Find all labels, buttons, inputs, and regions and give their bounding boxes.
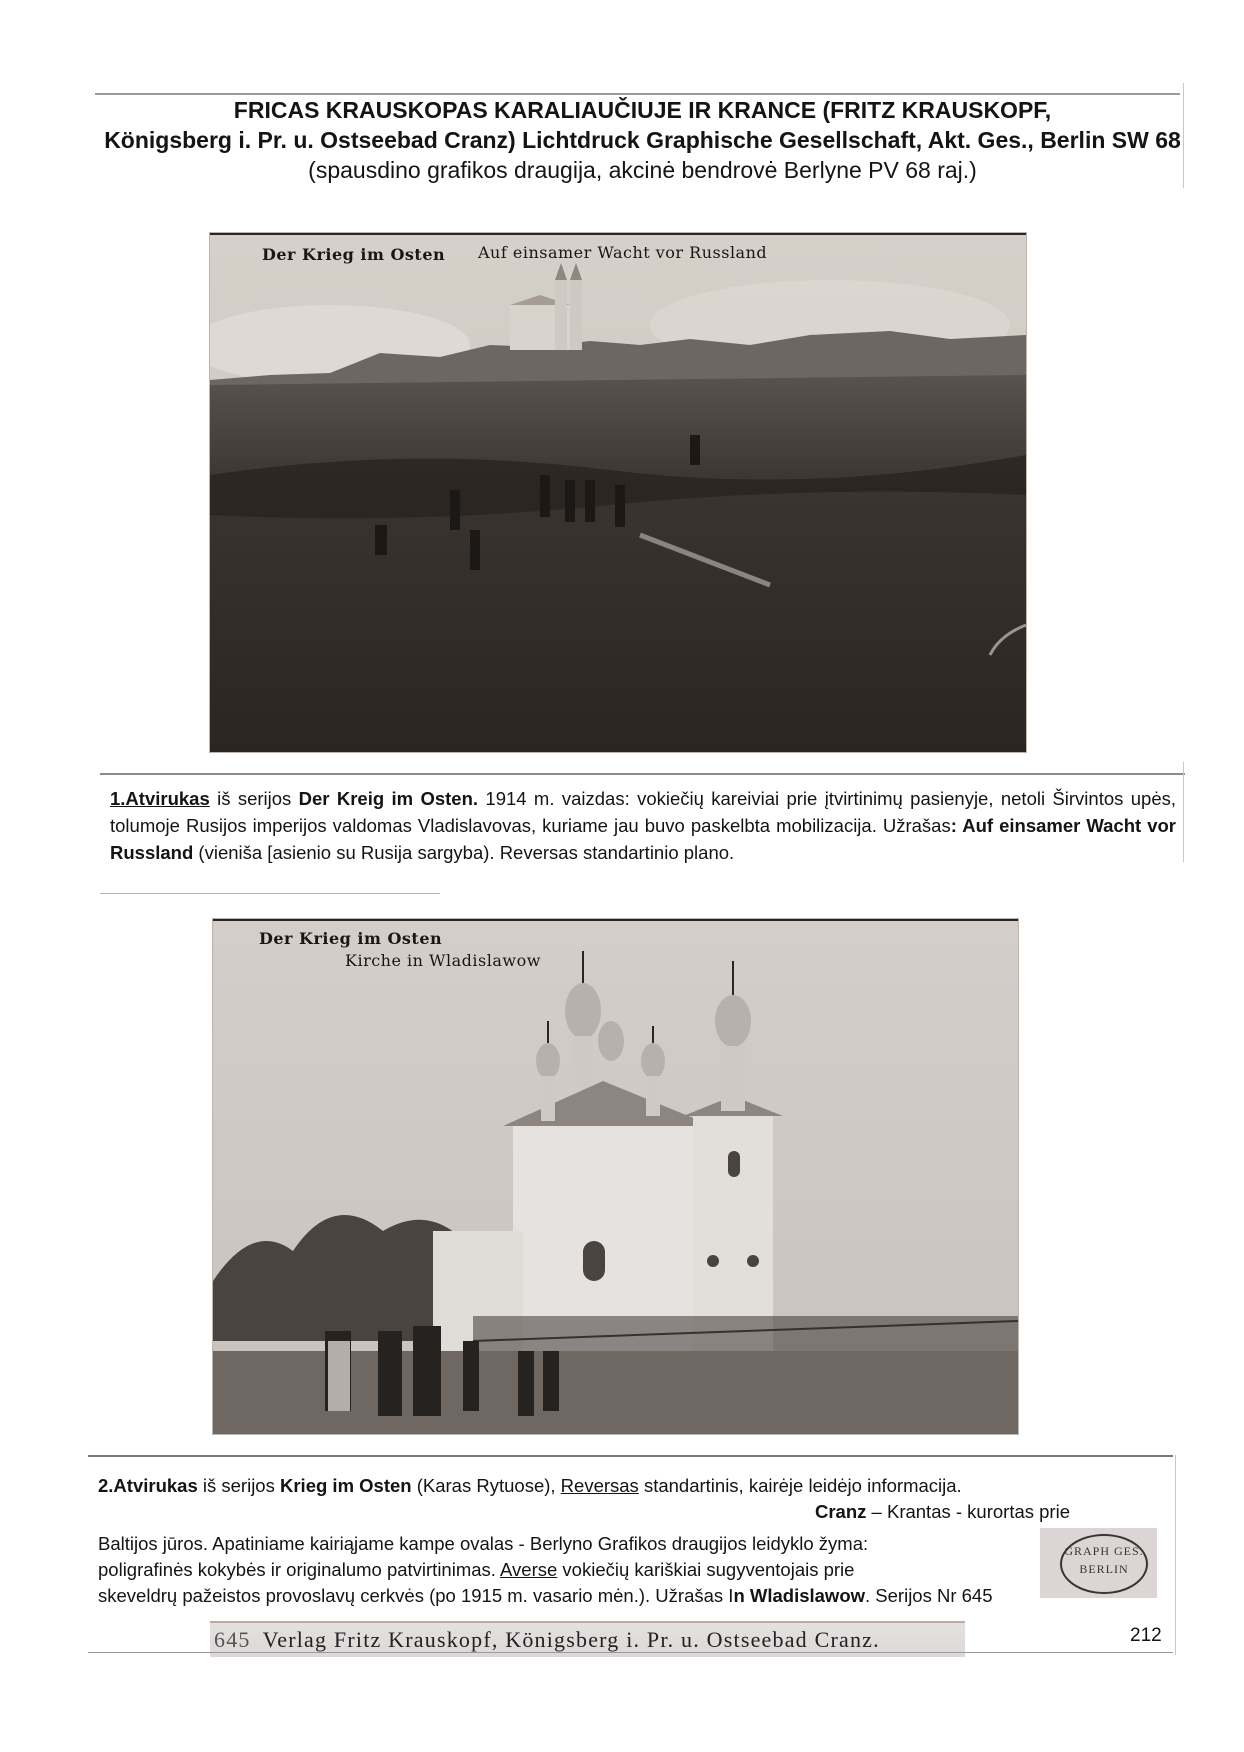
imprint-text: Verlag Fritz Krauskopf, Königsberg i. Pr. u. Ostseebad Cranz. <box>262 1627 880 1652</box>
caption-2-text: iš serijos <box>197 1475 280 1496</box>
header-line-2: Königsberg i. Pr. u. Ostseebad Cranz) Lichtdruck Graphische Gesellschaft, Akt. Ges., Berlin SW 68 <box>104 127 1181 153</box>
caption-2-reverse-desc: standartinis, kairėje leidėjo informacija. <box>638 1475 962 1496</box>
imprint-number: 645 <box>214 1627 251 1652</box>
postcard-2-photo <box>213 919 1018 1434</box>
caption-2-line-1 <box>98 1472 962 1499</box>
caption-2-series: Krieg im Osten <box>280 1475 412 1496</box>
caption-1-description: 1914 m. vaizdas: vokiečių kareiviai prie įtvirtinimų pasienyje, netoli Širvintos upės, tolumoje Rusijos imperijos valdomas Vladislavovas, kuriame jau buvo paskelbta mobilizacija. Užrašas <box>110 788 1176 836</box>
caption-1 <box>110 785 1176 866</box>
caption-1-bottom-rule <box>100 893 440 894</box>
caption-1-ending: (vieniša [asienio su Rusija sargyba). Reversas standartinio plano. <box>193 842 735 863</box>
stamp-oval <box>1060 1534 1148 1594</box>
header-line-1: FRICAS KRAUSKOPAS KARALIAUČIUJE IR KRANCE (FRITZ KRAUSKOPF, <box>233 97 1052 123</box>
bottom-rule <box>88 1652 1173 1653</box>
caption-1-text: iš serijos <box>209 788 299 809</box>
stamp-line-2: BERLIN <box>1079 1562 1129 1576</box>
postcard-2-title-caption: Kirche in Wladislawow <box>345 951 541 970</box>
church-image <box>213 921 1018 1434</box>
caption-1-right-edge <box>1183 762 1184 862</box>
page-number: 212 <box>1130 1625 1162 1646</box>
caption-1-series: Der Kreig im Osten. <box>298 788 479 809</box>
caption-2-line-4-end: vokiečių kariškiai sugyventojais prie <box>557 1559 855 1580</box>
caption-1-top-rule <box>100 773 1185 775</box>
postcard-1-photo <box>210 233 1026 752</box>
caption-2-series-number: . Serijos Nr 645 <box>865 1585 993 1606</box>
caption-2-line-2 <box>815 1498 1070 1525</box>
caption-1-label: 1.Atvirukas <box>110 788 210 809</box>
caption-1-colon: : <box>950 815 963 836</box>
caption-2-right-edge <box>1175 1455 1176 1655</box>
caption-2-label: 2.Atvirukas <box>98 1475 198 1496</box>
caption-2-averse: Averse <box>500 1559 558 1580</box>
caption-2-line-4 <box>98 1556 854 1583</box>
caption-2-cranz-desc: – Krantas - kurortas prie <box>866 1501 1070 1522</box>
graph-ges-berlin-stamp <box>1040 1528 1157 1598</box>
postcard-1-title-caption: Auf einsamer Wacht vor Russland <box>478 243 768 262</box>
caption-2-reversas: Reversas <box>560 1475 639 1496</box>
page-header <box>100 95 1185 185</box>
caption-2-top-rule <box>88 1455 1173 1457</box>
header-line-3: (spausdino grafikos draugija, akcinė bendrovė Berlyne PV 68 raj.) <box>308 157 977 183</box>
caption-2-cranz: Cranz <box>815 1501 867 1522</box>
caption-2-line-4-start: poligrafinės kokybės ir originalumo patvirtinimas. <box>98 1559 501 1580</box>
caption-2-line-5 <box>98 1582 993 1609</box>
caption-2-line-5-start: skeveldrų pažeistos provoslavų cerkvės (po 1915 m. vasario mėn.). Užrašas I <box>98 1585 734 1606</box>
caption-1-inscription: Auf einsamer Wacht vor Russland <box>110 815 1176 863</box>
trench-landscape-image <box>210 235 1026 752</box>
postcard-1-series-caption: Der Krieg im Osten <box>262 245 446 264</box>
caption-2-line-3: Baltijos jūros. Apatiniame kairiąjame kampe ovalas - Berlyno Grafikos draugijos leidyklo žyma: <box>98 1533 869 1554</box>
postcard-2-series-caption: Der Krieg im Osten <box>259 929 443 948</box>
caption-2-translation: (Karas Rytuose), <box>411 1475 561 1496</box>
stamp-line-1: GRAPH GES. <box>1064 1544 1144 1558</box>
caption-2-inscription: n Wladislawow <box>733 1585 866 1606</box>
